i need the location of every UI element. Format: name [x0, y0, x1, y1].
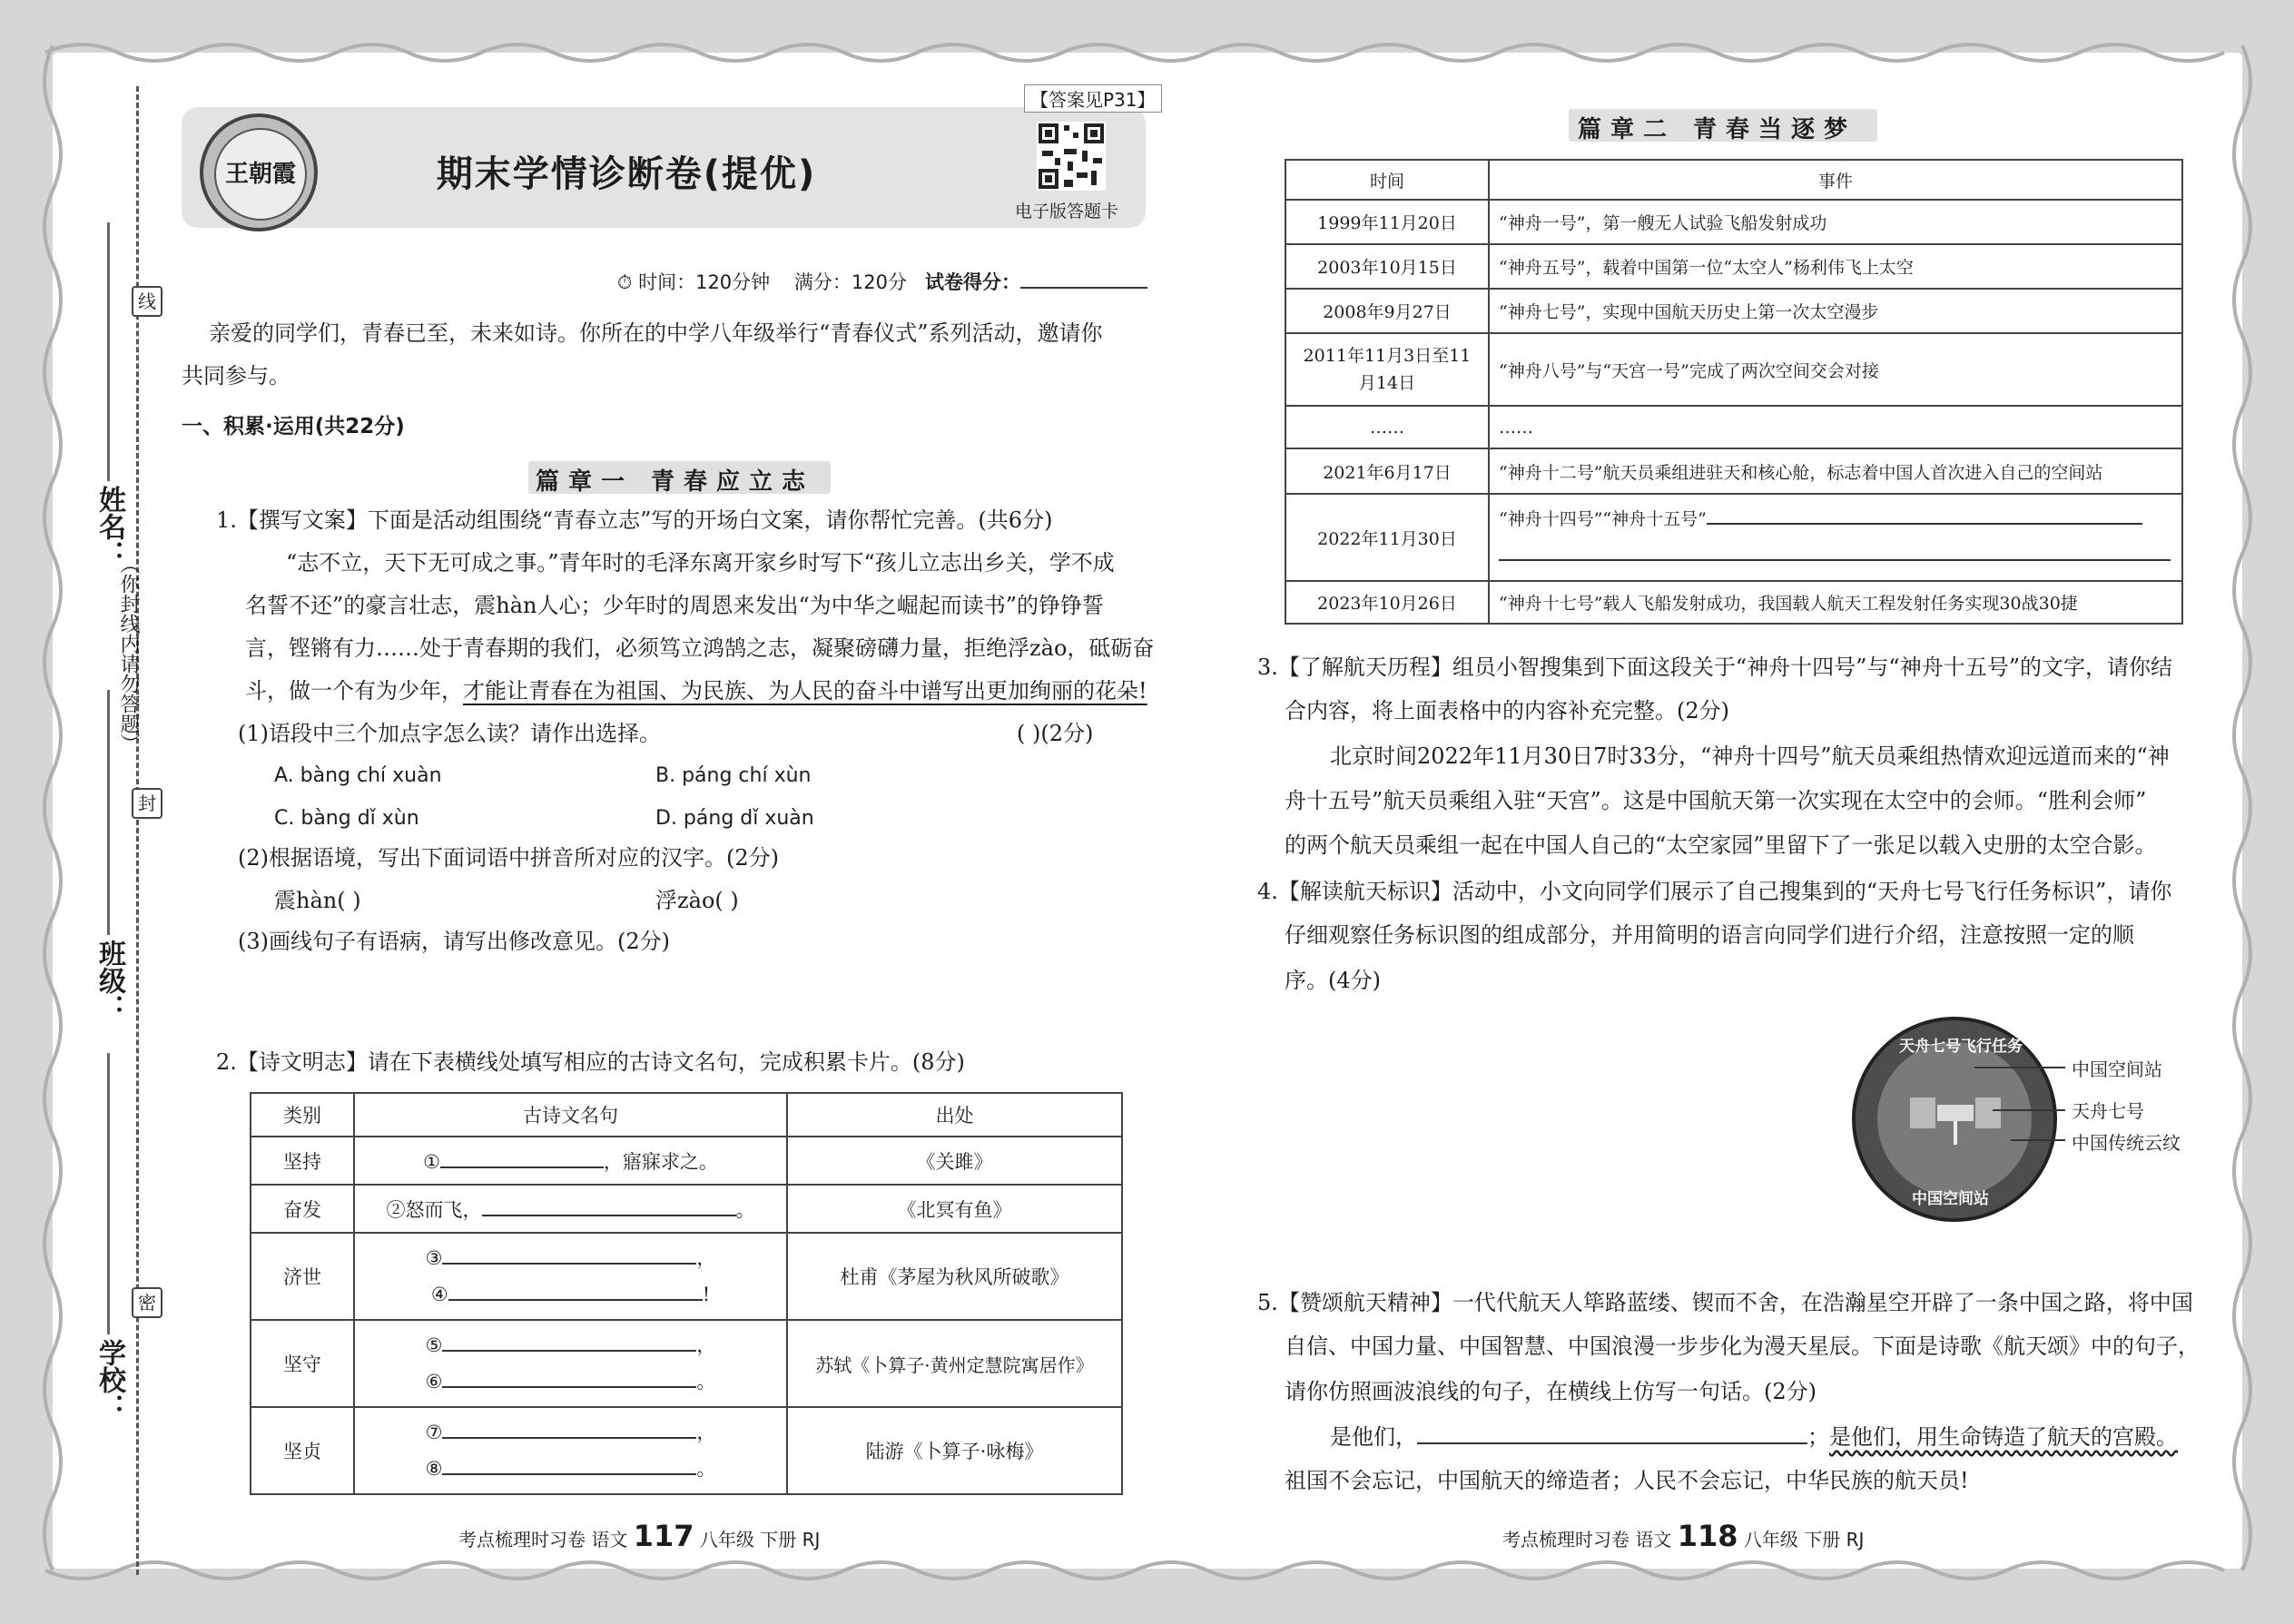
table-cell: 《关雎》: [787, 1137, 1122, 1185]
answer-blank[interactable]: [442, 1473, 696, 1475]
table-cell: 2023年10月26日: [1285, 581, 1489, 624]
answer-blank[interactable]: [442, 1437, 696, 1439]
callout-line: [1993, 1109, 2065, 1111]
q5-wavy-sentence: 是他们，用生命铸造了航天的宫殿。: [1829, 1424, 2178, 1450]
q5-prompt: 是他们，: [1330, 1424, 1417, 1450]
callout-label: 中国空间站: [2072, 1058, 2162, 1080]
blank-number: ②怒而飞，: [386, 1198, 482, 1221]
q1-sub2: (2)根据语境，写出下面词语中拼音所对应的汉字。(2分): [238, 845, 779, 871]
q1-fill-1[interactable]: 震hàn( ): [274, 888, 361, 913]
table-cell: “神舟十二号”航天员乘组进驻天和核心舱，标志着中国人首次进入自己的空间站: [1489, 448, 2182, 494]
callout-label: 中国传统云纹: [2072, 1132, 2181, 1154]
line-tail: !: [702, 1284, 711, 1305]
q1-sub1: (1)语段中三个加点字怎么读？请作出选择。: [238, 721, 661, 746]
class-field[interactable]: [107, 690, 110, 935]
binding-mark-feng: 封: [132, 788, 162, 819]
table-cell: 2022年11月30日: [1285, 494, 1489, 581]
q5-line-3: 请你仿照画波浪线的句子，在横线上仿写一句话。(2分): [1285, 1379, 1816, 1404]
timeline-answer-blank-2[interactable]: [1499, 559, 2171, 561]
q1-underlined-sentence: 才能让青春在为祖国、为民族、为人民的奋斗中谱写出更加绚丽的花朵!: [463, 678, 1147, 704]
q4-line-1: 4.【解读航天标识】活动中，小文向同学们展示了自己搜集到的“天舟七号飞行任务标识”，请你: [1257, 879, 2172, 904]
logo-text: 王朝霞: [214, 128, 307, 221]
table-cell: ……: [1489, 406, 2182, 448]
table-row: [251, 1320, 1122, 1407]
blank-number: ③: [425, 1247, 443, 1269]
brand-logo: [200, 113, 318, 231]
footer-right-prefix: 考点梳理时习卷 语文: [1502, 1529, 1672, 1550]
footer-left: [458, 1519, 820, 1553]
callout-label: 天舟七号: [2072, 1100, 2144, 1122]
answer-blank[interactable]: [442, 1386, 696, 1388]
blank-number: ④: [430, 1284, 448, 1305]
table-row: [1285, 581, 2182, 624]
q1-para-1: “志不立，天下无可成之事。”青年时的毛泽东离开家乡时写下“孩儿立志出乡关，学不成: [286, 550, 1115, 576]
answer-reference: 【答案见P31】: [1024, 84, 1162, 113]
table-cell: “神舟八号”与“天宫一号”完成了两次空间交会对接: [1489, 333, 2182, 406]
q3-para-3: 的两个航天员乘组一起在中国人自己的“太空家园”里留下了一张足以载入史册的太空合影。: [1285, 832, 2157, 858]
table-row: [1285, 448, 2182, 494]
blank-number: ①: [423, 1150, 440, 1173]
table-row: [1285, 244, 2182, 289]
name-label: 姓名：: [94, 486, 125, 567]
table-cell: [354, 1185, 787, 1233]
q5-line-5: 祖国不会忘记，中国航天的缔造者；人民不会忘记，中华民族的航天员!: [1285, 1468, 1969, 1493]
clock-icon: ⏱: [617, 271, 633, 293]
space-station-icon: [1905, 1079, 2005, 1152]
q2-heading: 2.【诗文明志】请在下表横线处填写相应的古诗文名句，完成积累卡片。(8分): [216, 1049, 965, 1075]
table-header: 出处: [787, 1093, 1122, 1137]
line-tail: 。: [696, 1458, 716, 1480]
table-cell: [354, 1320, 787, 1407]
q1-option-a[interactable]: A. bàng chí xuàn: [274, 764, 442, 787]
q1-option-d[interactable]: D. páng dǐ xuàn: [655, 807, 814, 830]
school-field[interactable]: [107, 1053, 110, 1334]
q3-para-2: 舟十五号”航天员乘组入驻“天宫”。这是中国航天第一次实现在太空中的会师。“胜利会师”: [1285, 788, 2147, 813]
table-cell: 2011年11月3日至11月14日: [1285, 333, 1489, 406]
line-tail: ，: [696, 1247, 716, 1269]
q1-para-4-start: 斗，做一个有为少年，: [245, 678, 463, 704]
intro-line-2: 共同参与。: [182, 363, 290, 389]
emblem-bottom-text: 中国空间站: [1912, 1190, 1989, 1208]
callout-line: [1974, 1067, 2065, 1068]
table-row: [251, 1185, 1122, 1233]
binding-mark-mi: 密: [132, 1287, 162, 1318]
table-cell: 坚守: [251, 1320, 354, 1407]
table-cell: 2021年6月17日: [1285, 448, 1489, 494]
q3-heading-1: 3.【了解航天历程】组员小智搜集到下面这段关于“神舟十四号”与“神舟十五号”的文字，请你结: [1257, 655, 2172, 680]
q5-line-1: 5.【赞颂航天精神】一代代航天人筚路蓝缕、锲而不舍，在浩瀚星空开辟了一条中国之路，将中国: [1257, 1290, 2193, 1315]
table-header: 古诗文名句: [354, 1093, 787, 1137]
poetry-table: [250, 1092, 1123, 1495]
table-cell: [354, 1137, 787, 1185]
q4-line-3: 序。(4分): [1285, 968, 1381, 993]
timeline-fill-prefix: “神舟十四号”“神舟十五号”: [1499, 509, 1707, 529]
school-label: 学校：: [94, 1339, 125, 1421]
answer-blank[interactable]: [442, 1263, 696, 1265]
line-tail: ，: [696, 1422, 716, 1443]
table-header: 时间: [1285, 160, 1489, 200]
table-cell: “神舟十七号”载人飞船发射成功，我国载人航天工程发射任务实现30战30捷: [1489, 581, 2182, 624]
table-header-row: [1285, 160, 2182, 200]
answer-blank[interactable]: [440, 1166, 604, 1168]
table-cell: “神舟七号”，实现中国航天历史上第一次太空漫步: [1489, 289, 2182, 333]
q5-line-4: [1330, 1423, 2178, 1451]
q1-option-c[interactable]: C. bàng dǐ xùn: [274, 807, 419, 830]
table-cell: 陆游《卜算子·咏梅》: [787, 1407, 1122, 1494]
table-cell: “神舟五号”，载着中国第一位“太空人”杨利伟飞上太空: [1489, 244, 2182, 289]
table-cell: [354, 1407, 787, 1494]
exam-info: [617, 269, 1147, 296]
table-cell: 《北冥有鱼》: [787, 1185, 1122, 1233]
table-cell: [354, 1233, 787, 1320]
q1-heading: 1.【撰写文案】下面是活动组围绕“青春立志”写的开场白文案，请你帮忙完善。(共6分): [216, 507, 1053, 533]
q5-line-2: 自信、中国力量、中国智慧、中国浪漫一步步化为漫天星辰。下面是诗歌《航天颂》中的句子，: [1285, 1334, 2200, 1359]
q1-para-4: [245, 677, 1147, 704]
table-row: [1285, 406, 2182, 448]
table-row: [1285, 289, 2182, 333]
page-number-left: 117: [633, 1519, 694, 1553]
space-timeline-table: [1285, 159, 2183, 625]
q3-para-1: 北京时间2022年11月30日7时33分，“神舟十四号”航天员乘组热情欢迎远道而来的“神: [1330, 743, 2170, 769]
table-cell: 杜甫《茅屋为秋风所破歌》: [787, 1233, 1122, 1320]
blank-number: ⑤: [425, 1334, 443, 1356]
q1-option-b[interactable]: B. páng chí xùn: [655, 764, 812, 787]
table-row: [251, 1233, 1122, 1320]
table-cell: ……: [1285, 406, 1489, 448]
table-row: [251, 1407, 1122, 1494]
table-cell: 奋发: [251, 1185, 354, 1233]
chapter2-title: 篇章二 青春当逐梦: [1578, 116, 1857, 143]
q5-answer-blank[interactable]: [1417, 1442, 1807, 1444]
footer-right: [1502, 1519, 1864, 1553]
exam-full-score: 满分：120分: [793, 271, 907, 293]
table-cell: 2003年10月15日: [1285, 244, 1489, 289]
score-field[interactable]: [1020, 287, 1147, 289]
q1-para-3: 言，铿锵有力……处于青春期的我们，必须笃立鸿鹄之志，凝聚磅礴力量，拒绝浮zào，砥砺奋: [245, 635, 1155, 661]
table-cell: 济世: [251, 1233, 354, 1320]
class-label: 班级：: [94, 940, 125, 1021]
table-header: 事件: [1489, 160, 2182, 200]
chapter1-title: 篇章一 青春应立志: [536, 468, 815, 496]
table-cell: 坚持: [251, 1137, 354, 1185]
table-cell: [1489, 494, 2182, 581]
mission-emblem-icon: [1852, 1017, 2057, 1222]
section-heading: 一、积累·运用(共22分): [182, 415, 405, 438]
line-tail: 。: [696, 1371, 716, 1393]
footer-left-prefix: 考点梳理时习卷 语文: [458, 1529, 628, 1550]
blank-number: ⑧: [425, 1458, 443, 1480]
table-header-row: [251, 1093, 1122, 1137]
q1-fill-2[interactable]: 浮zào( ): [655, 888, 739, 913]
name-field[interactable]: [107, 222, 110, 481]
timeline-answer-blank[interactable]: [1707, 523, 2142, 525]
emblem-top-text: 天舟七号飞行任务: [1899, 1038, 2023, 1056]
table-row: [1285, 494, 2182, 581]
q1-sub3: (3)画线句子有语病，请写出修改意见。(2分): [238, 929, 670, 954]
table-row: [1285, 333, 2182, 406]
exam-time: 时间：120分钟: [638, 271, 771, 293]
binding-mark-xian: 线: [132, 286, 162, 317]
answer-blank[interactable]: [448, 1299, 703, 1301]
page-number-right: 118: [1677, 1519, 1738, 1553]
qr-code-icon[interactable]: [1037, 122, 1106, 191]
table-row: [251, 1137, 1122, 1185]
table-cell: 坚贞: [251, 1407, 354, 1494]
answer-blank[interactable]: [442, 1350, 696, 1352]
q5-semicolon: ；: [1807, 1424, 1829, 1450]
q3-heading-2: 合内容，将上面表格中的内容补充完整。(2分): [1285, 698, 1729, 723]
blank-number: ⑥: [425, 1371, 443, 1393]
table-cell: 2008年9月27日: [1285, 289, 1489, 333]
qr-label: 电子版答题卡: [1015, 202, 1119, 221]
footer-right-suffix: 八年级 下册 RJ: [1743, 1529, 1865, 1550]
intro-line-1: 亲爱的同学们，青春已至，未来如诗。你所在的中学八年级举行“青春仪式”系列活动，邀请你: [209, 320, 1103, 346]
table-row: [1285, 200, 2182, 244]
answer-blank[interactable]: [482, 1215, 736, 1216]
blank-number: ⑦: [425, 1422, 443, 1443]
page-title: 期末学情诊断卷(提优): [436, 153, 817, 195]
line-tail: 。: [735, 1198, 755, 1221]
table-cell: 1999年11月20日: [1285, 200, 1489, 244]
table-header: 类别: [251, 1093, 354, 1137]
line-tail: ，寤寐求之。: [603, 1150, 718, 1173]
callout-line: [2011, 1139, 2065, 1141]
q1-para-2: 名誓不还”的豪言壮志，震hàn人心；少年时的周恩来发出“为中华之崛起而读书”的铮铮誓: [245, 593, 1105, 618]
line-tail: ，: [696, 1334, 716, 1356]
footer-left-suffix: 八年级 下册 RJ: [699, 1529, 821, 1550]
score-label: 试卷得分：: [925, 271, 1020, 293]
q1-sub1-score: ( )(2分): [1017, 721, 1094, 746]
table-cell: 苏轼《卜算子·黄州定慧院寓居作》: [787, 1320, 1122, 1407]
binding-note: （你封线内请勿答题）: [117, 554, 140, 753]
q4-line-2: 仔细观察任务标识图的组成部分，并用简明的语言向同学们进行介绍，注意按照一定的顺: [1285, 922, 2134, 948]
table-cell: “神舟一号”，第一艘无人试验飞船发射成功: [1489, 200, 2182, 244]
